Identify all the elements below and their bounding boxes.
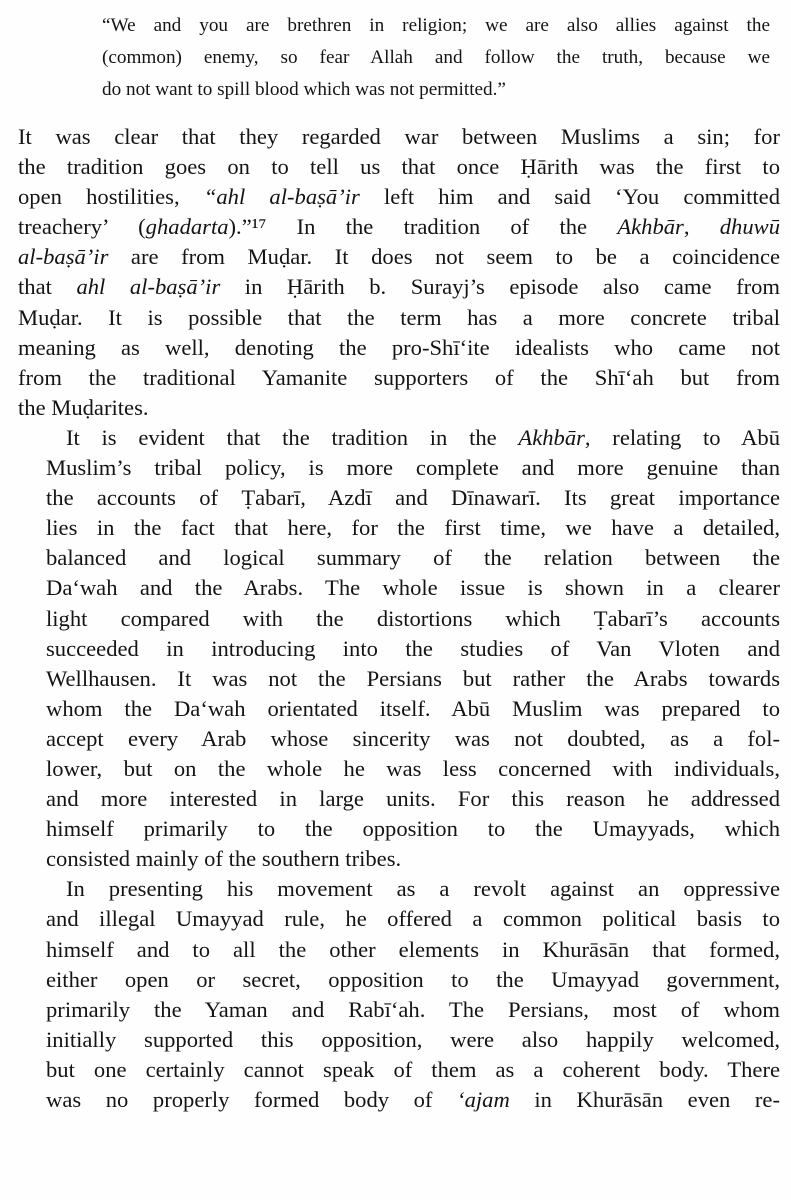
text-run: In presenting his movement as a revolt against an oppressive [66, 876, 780, 902]
text-line [18, 122, 780, 152]
text-line [18, 272, 780, 302]
text-line [18, 212, 780, 242]
text-run: the tradition goes on to tell us that once Ḥārith was the first to [18, 154, 780, 180]
text-line [46, 844, 780, 874]
text-run: that [18, 274, 77, 300]
text-run: the accounts of Ṭabarī, Azdī and Dīnawarī. Its great importance [46, 485, 780, 511]
text-run: Da‘wah and the Arabs. The whole issue is shown in a clearer [46, 575, 780, 601]
text-run: Wellhausen. It was not the Persians but rather the Arabs towards [46, 665, 780, 691]
text-run: whom the Da‘wah orientated itself. Abū Muslim was prepared to [46, 695, 780, 721]
text-run: left him and said ‘You committed [359, 184, 780, 210]
text-run: in Ḥārith b. Surayj’s episode also came from [220, 274, 780, 300]
text-line [18, 363, 780, 393]
text-line [18, 393, 780, 423]
text-run: succeeded in introducing into the studies of Van Vloten and [46, 635, 780, 661]
text-line [46, 604, 780, 634]
text-run: ).”¹⁷ In the tradition of the [228, 214, 618, 240]
text-line [66, 874, 780, 904]
text-line [66, 423, 780, 453]
text-run: It was clear that they regarded war between Muslims a sin; for [18, 124, 780, 149]
text-line [46, 1085, 780, 1115]
text-run: Muḍar. It is possible that the term has a more concrete tribal [18, 304, 780, 330]
text-line [46, 664, 780, 694]
italic-run: Akhbār [518, 424, 585, 450]
text-run: himself and to all the other elements in Khurāsān that formed, [46, 936, 780, 962]
italic-run: ‘ajam [457, 1087, 510, 1112]
text-line [46, 965, 780, 995]
text-line [18, 152, 780, 182]
paragraph [18, 423, 780, 874]
body-text [18, 122, 780, 1115]
paragraph [18, 122, 780, 423]
text-run: balanced and logical summary of the relation between the [46, 545, 780, 571]
text-run: but one certainly cannot speak of them as a coherent body. There [46, 1056, 780, 1082]
text-run: initially supported this opposition, were also happily welcomed, [46, 1026, 780, 1052]
text-run: from the traditional Yamanite supporters of the Shī‘ah but from [18, 364, 780, 390]
text-run: accept every Arab whose sincerity was not doubted, as a fol- [46, 725, 780, 751]
text-line [18, 303, 780, 333]
text-run: and more interested in large units. For this reason he addressed [46, 786, 780, 812]
text-line [46, 814, 780, 844]
text-run: , [683, 214, 720, 240]
italic-run: ghadarta [145, 214, 229, 240]
italic-run: Akhbār [617, 214, 684, 240]
text-line [46, 904, 780, 934]
italic-run: dhuwū [719, 214, 781, 240]
text-run: himself primarily to the opposition to the Umayyads, which [46, 816, 780, 842]
text-run: Muslim’s tribal policy, is more complete and more genuine than [46, 455, 780, 481]
paragraph [18, 874, 780, 1115]
text-line [46, 634, 780, 664]
text-line [18, 242, 780, 272]
text-line [46, 1055, 780, 1085]
text-line [46, 543, 780, 573]
text-line [18, 182, 780, 212]
text-run: primarily the Yaman and Rabī‘ah. The Persians, most of whom [46, 996, 780, 1022]
text-run: consisted mainly of the southern tribes. [46, 846, 402, 872]
text-line [46, 573, 780, 603]
text-run: , relating to Abū [584, 424, 780, 450]
text-run: in Khurāsān even re- [509, 1087, 780, 1112]
italic-run: ahl al-baṣā’ir [76, 274, 221, 300]
text-line [46, 694, 780, 724]
text-run: light compared with the distortions which Ṭabarī’s accounts [46, 605, 780, 631]
text-line [46, 754, 780, 784]
text-run: are from Muḍar. It does not seem to be a coincidence [108, 244, 780, 270]
text-run: was no properly formed body of [46, 1087, 458, 1112]
text-line [46, 453, 780, 483]
text-run: meaning as well, denoting the pro-Shī‘ite idealists who came not [18, 334, 780, 360]
text-line [46, 784, 780, 814]
text-run: lies in the fact that here, for the first time, we have a detailed, [46, 515, 780, 541]
text-line [18, 333, 780, 363]
text-run: and illegal Umayyad rule, he offered a common political basis to [46, 906, 780, 932]
text-line [46, 724, 780, 754]
text-run: lower, but on the whole he was less concerned with individuals, [46, 755, 780, 781]
quote-line: do not want to spill blood which was not permitted.” [102, 79, 506, 100]
text-line [46, 995, 780, 1025]
text-line [46, 483, 780, 513]
italic-run: “ahl al-baṣā’ir [203, 184, 360, 210]
quote-line: “We and you are brethren in religion; we are also allies against the [102, 15, 770, 36]
text-line [46, 1025, 780, 1055]
text-run: treachery’ ( [18, 214, 146, 240]
text-line [46, 935, 780, 965]
quote-line: (common) enemy, so fear Allah and follow the truth, because we [102, 47, 770, 68]
text-run: It is evident that the tradition in the [66, 424, 519, 450]
text-run: the Muḍarites. [18, 394, 149, 420]
text-line [46, 513, 780, 543]
block-quote [102, 10, 770, 106]
text-run: either open or secret, opposition to the Umayyad government, [46, 966, 780, 992]
italic-run: al-baṣā’ir [18, 244, 109, 270]
text-run: open hostilities, [18, 184, 204, 210]
